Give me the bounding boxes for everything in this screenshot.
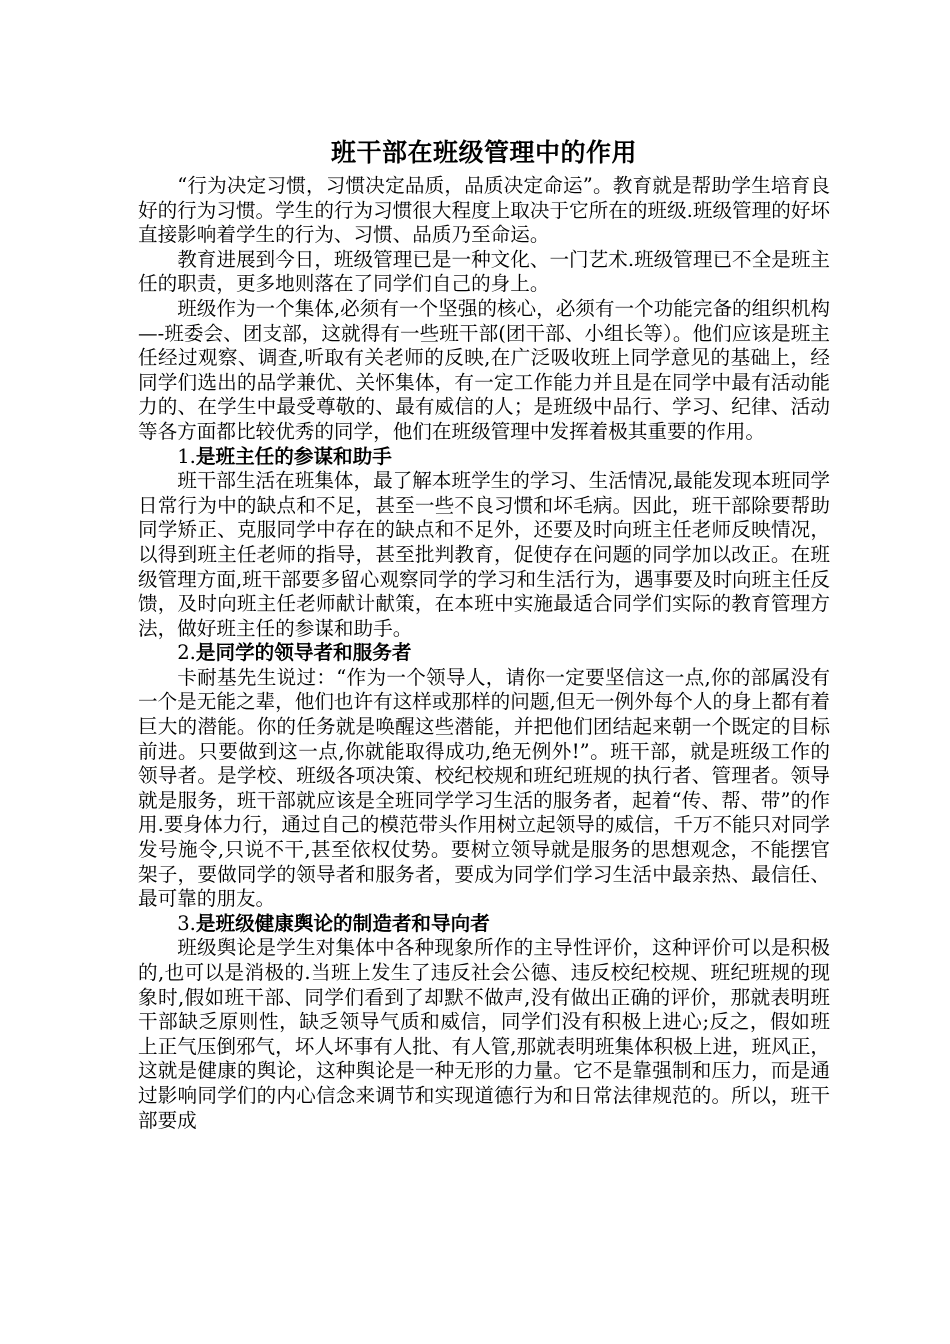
intro-paragraph-3: 班级作为一个集体,必须有一个坚强的核心，必须有一个功能完备的组织机构—-班委会、团支部，这就得有一些班干部(团干部、小组长等）。他们应该是班主任经过观察、调查,听取有关老师的反映,在广泛吸收班上同学意见的基础上，经同学们选出的品学兼优、关怀集体，有一定工作能力并且是在同学中最有活动能力的、在学生中最受尊敬的、最有威信的人；是班级中品行、学习、纪律、活动等各方面都比较优秀的同学，他们在班级管理中发挥着极其重要的作用。: [138, 296, 831, 443]
section-number-2: 2.: [177, 641, 196, 665]
document-body: [138, 138, 830, 1133]
section-body-2: 卡耐基先生说过：“作为一个领导人，请你一定要坚信这一点,你的部属没有一个是无能之辈，他们也许有这样或那样的问题,但无一例外每个人的身上都有着巨大的潜能。你的任务就是唤醒这些潜能，并把他们团结起来朝一个既定的目标前进。只要做到这一点,你就能取得成功,绝无例外!”。班干部，就是班级工作的领导者。是学校、班级各项决策、校纪校规和班纪班规的执行者、管理者。领导就是服务，班干部就应该是全班同学学习生活的服务者，起着“传、帮、带”的作用.要身体力行，通过自己的模范带头作用树立起领导的威信，千万不能只对同学发号施令,只说不干,甚至依权仗势。要树立领导就是服务的思想观念，不能摆官架子，要做同学的领导者和服务者，要成为同学们学习生活中最亲热、最信任、最可靠的朋友。: [138, 665, 831, 911]
intro-paragraph-1: “行为决定习惯，习惯决定品质，品质决定命运”。教育就是帮助学生培育良好的行为习惯。学生的行为习惯很大程度上取决于它所在的班级.班级管理的好坏直接影响着学生的行为、习惯、品质乃至命运。: [138, 174, 831, 247]
section-heading-text-1: 是班主任的参谋和助手: [195, 444, 392, 468]
section-heading-text-3: 是班级健康舆论的制造者和导向者: [195, 911, 490, 935]
section-heading-text-2: 是同学的领导者和服务者: [195, 641, 412, 665]
intro-paragraph-2: 教育进展到今日，班级管理已是一种文化、一门艺术.班级管理已不全是班主任的职责，更多地则落在了同学们自己的身上。: [138, 247, 831, 296]
section-body-1: 班干部生活在班集体，最了解本班学生的学习、生活情况,最能发现本班同学日常行为中的缺点和不足，甚至一些不良习惯和坏毛病。因此，班干部除要帮助同学矫正、克服同学中存在的缺点和不足外，还要及时向班主任老师反映情况，以得到班主任老师的指导，甚至批判教育，促使存在问题的同学加以改正。在班级管理方面,班干部要多留心观察同学的学习和生活行为，遇事要及时向班主任反馈，及时向班主任老师献计献策，在本班中实施最适合同学们实际的教育管理方法，做好班主任的参谋和助手。: [138, 469, 831, 640]
section-number-3: 3.: [177, 911, 196, 935]
section-body-3: 班级舆论是学生对集体中各种现象所作的主导性评价，这种评价可以是积极的,也可以是消极的.当班上发生了违反社会公德、违反校纪校规、班纪班规的现象时,假如班干部、同学们看到了却默不做声,没有做出正确的评价，那就表明班干部缺乏原则性，缺乏领导气质和威信，同学们没有积极上进心;反之，假如班上正气压倒邪气，坏人坏事有人批、有人管,那就表明班集体积极上进，班风正，这就是健康的舆论，这种舆论是一种无形的力量。它不是靠强制和压力，而是通过影响同学们的内心信念来调节和实现道德行为和日常法律规范的。所以，班干部要成: [138, 936, 831, 1132]
section-heading-1: [138, 445, 830, 470]
section-heading-2: [138, 641, 830, 666]
section-heading-3: [138, 912, 830, 937]
section-number-1: 1.: [177, 444, 196, 468]
document-title: 班干部在班级管理中的作用: [330, 138, 637, 167]
